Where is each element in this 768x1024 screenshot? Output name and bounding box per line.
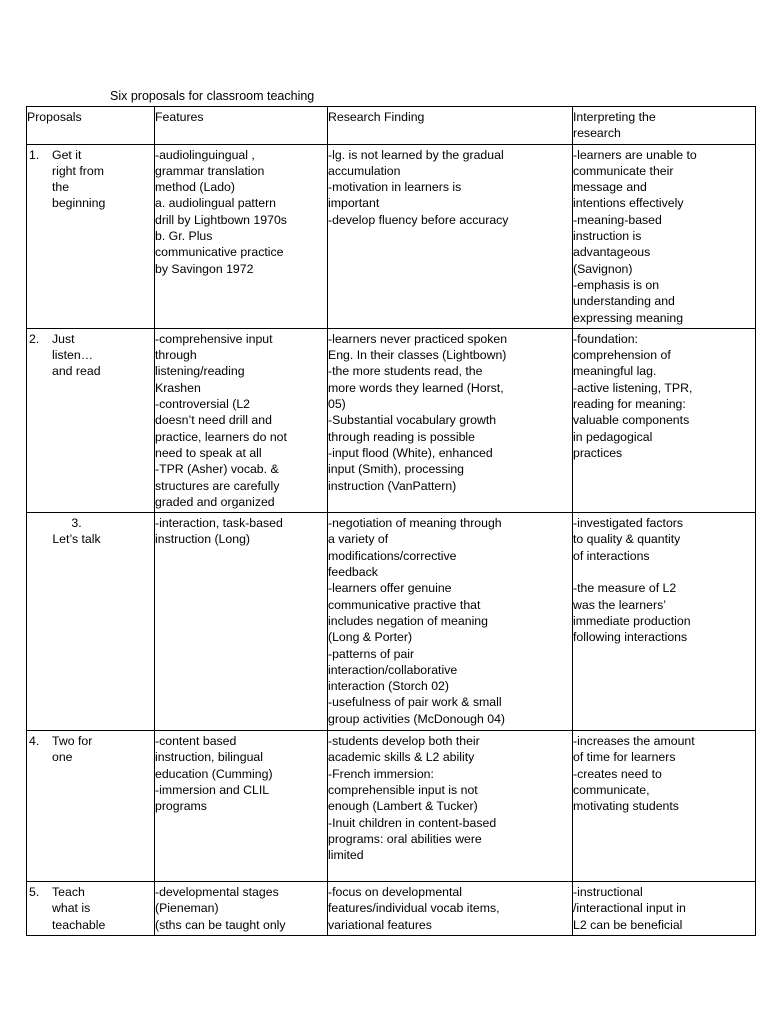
proposal-text: Teach what is teachable [52, 885, 106, 932]
research-cell: -students develop both their academic skills & L2 ability -French immersion: comprehensible input is not enough (Lambert & Tucker) -Inuit children in content-based programs: oral abilities were limited [328, 731, 573, 882]
proposal-text: 3. Let’s talk [27, 515, 154, 548]
proposal-cell [27, 882, 155, 936]
table-row [27, 144, 756, 328]
research-cell: -negotiation of meaning through a variety of modifications/corrective feedback -learners offer genuine communicative practive that includes negation of meaning (Long & Porter) -patterns of pair interaction/collaborative interaction (Storch 02) -usefulness of pair work & small group activities (McDonough 04) [328, 513, 573, 731]
proposal-cell [27, 144, 155, 328]
proposal-number: 5. [29, 885, 40, 900]
features-cell: -audiolinguingual , grammar translation method (Lado) a. audiolingual pattern drill by Lightbown 1970s b. Gr. Plus communicative practice by Savingon 1972 [155, 144, 328, 328]
proposal-number: 1. [29, 147, 40, 162]
research-cell: -focus on developmental features/individual vocab items, variational features [328, 882, 573, 936]
header-row [27, 107, 756, 145]
proposal-number: 4. [29, 734, 40, 749]
header-proposals: Proposals [27, 107, 155, 145]
features-cell: -content based instruction, bilingual education (Cumming) -immersion and CLIL programs [155, 731, 328, 882]
interpreting-cell: -investigated factors to quality & quantity of interactions -the measure of L2 was the learners’ immediate production following interactions [573, 513, 756, 731]
proposal-number: 2. [29, 331, 40, 346]
proposal-text: Just listen… and read [52, 331, 101, 379]
interpreting-cell: -foundation: comprehension of meaningful lag. -active listening, TPR, reading for meaning: valuable components in pedagogical practices [573, 328, 756, 512]
proposals-table [26, 106, 756, 936]
features-cell: -comprehensive input through listening/reading Krashen -controversial (L2 doesn’t need drill and practice, learners do not need to speak at all -TPR (Asher) vocab. & structures are carefully graded and organized [155, 328, 328, 512]
features-cell: -developmental stages (Pieneman) (sths can be taught only [155, 882, 328, 936]
table-row [27, 882, 756, 936]
interpreting-cell: -learners are unable to communicate their message and intentions effectively -meaning-based instruction is advantageous (Savignon) -emphasis is on understanding and expressing meaning [573, 144, 756, 328]
proposal-cell [27, 513, 155, 731]
table-row [27, 513, 756, 731]
proposal-cell [27, 328, 155, 512]
research-cell: -learners never practiced spoken Eng. In their classes (Lightbown) -the more students read, the more words they learned (Horst, 05) -Substantial vocabulary growth through reading is possible -input flood (White), enhanced input (Smith), processing instruction (VanPattern) [328, 328, 573, 512]
header-features: Features [155, 107, 328, 145]
proposal-text: Two for one [52, 734, 93, 765]
interpreting-cell: -increases the amount of time for learners -creates need to communicate, motivating students [573, 731, 756, 882]
proposal-text: Get it right from the beginning [52, 147, 106, 211]
table-row [27, 731, 756, 882]
interpreting-cell: -instructional /interactional input in L2 can be beneficial [573, 882, 756, 936]
proposal-number: 3. [71, 516, 82, 531]
features-cell: -interaction, task-based instruction (Long) [155, 513, 328, 731]
header-research-finding: Research Finding [328, 107, 573, 145]
research-cell: -lg. is not learned by the gradual accumulation -motivation in learners is important -develop fluency before accuracy [328, 144, 573, 328]
header-interpreting-research: Interpreting the research [573, 107, 756, 145]
proposal-cell [27, 731, 155, 882]
table-row [27, 328, 756, 512]
table-caption: Six proposals for classroom teaching [110, 89, 315, 103]
